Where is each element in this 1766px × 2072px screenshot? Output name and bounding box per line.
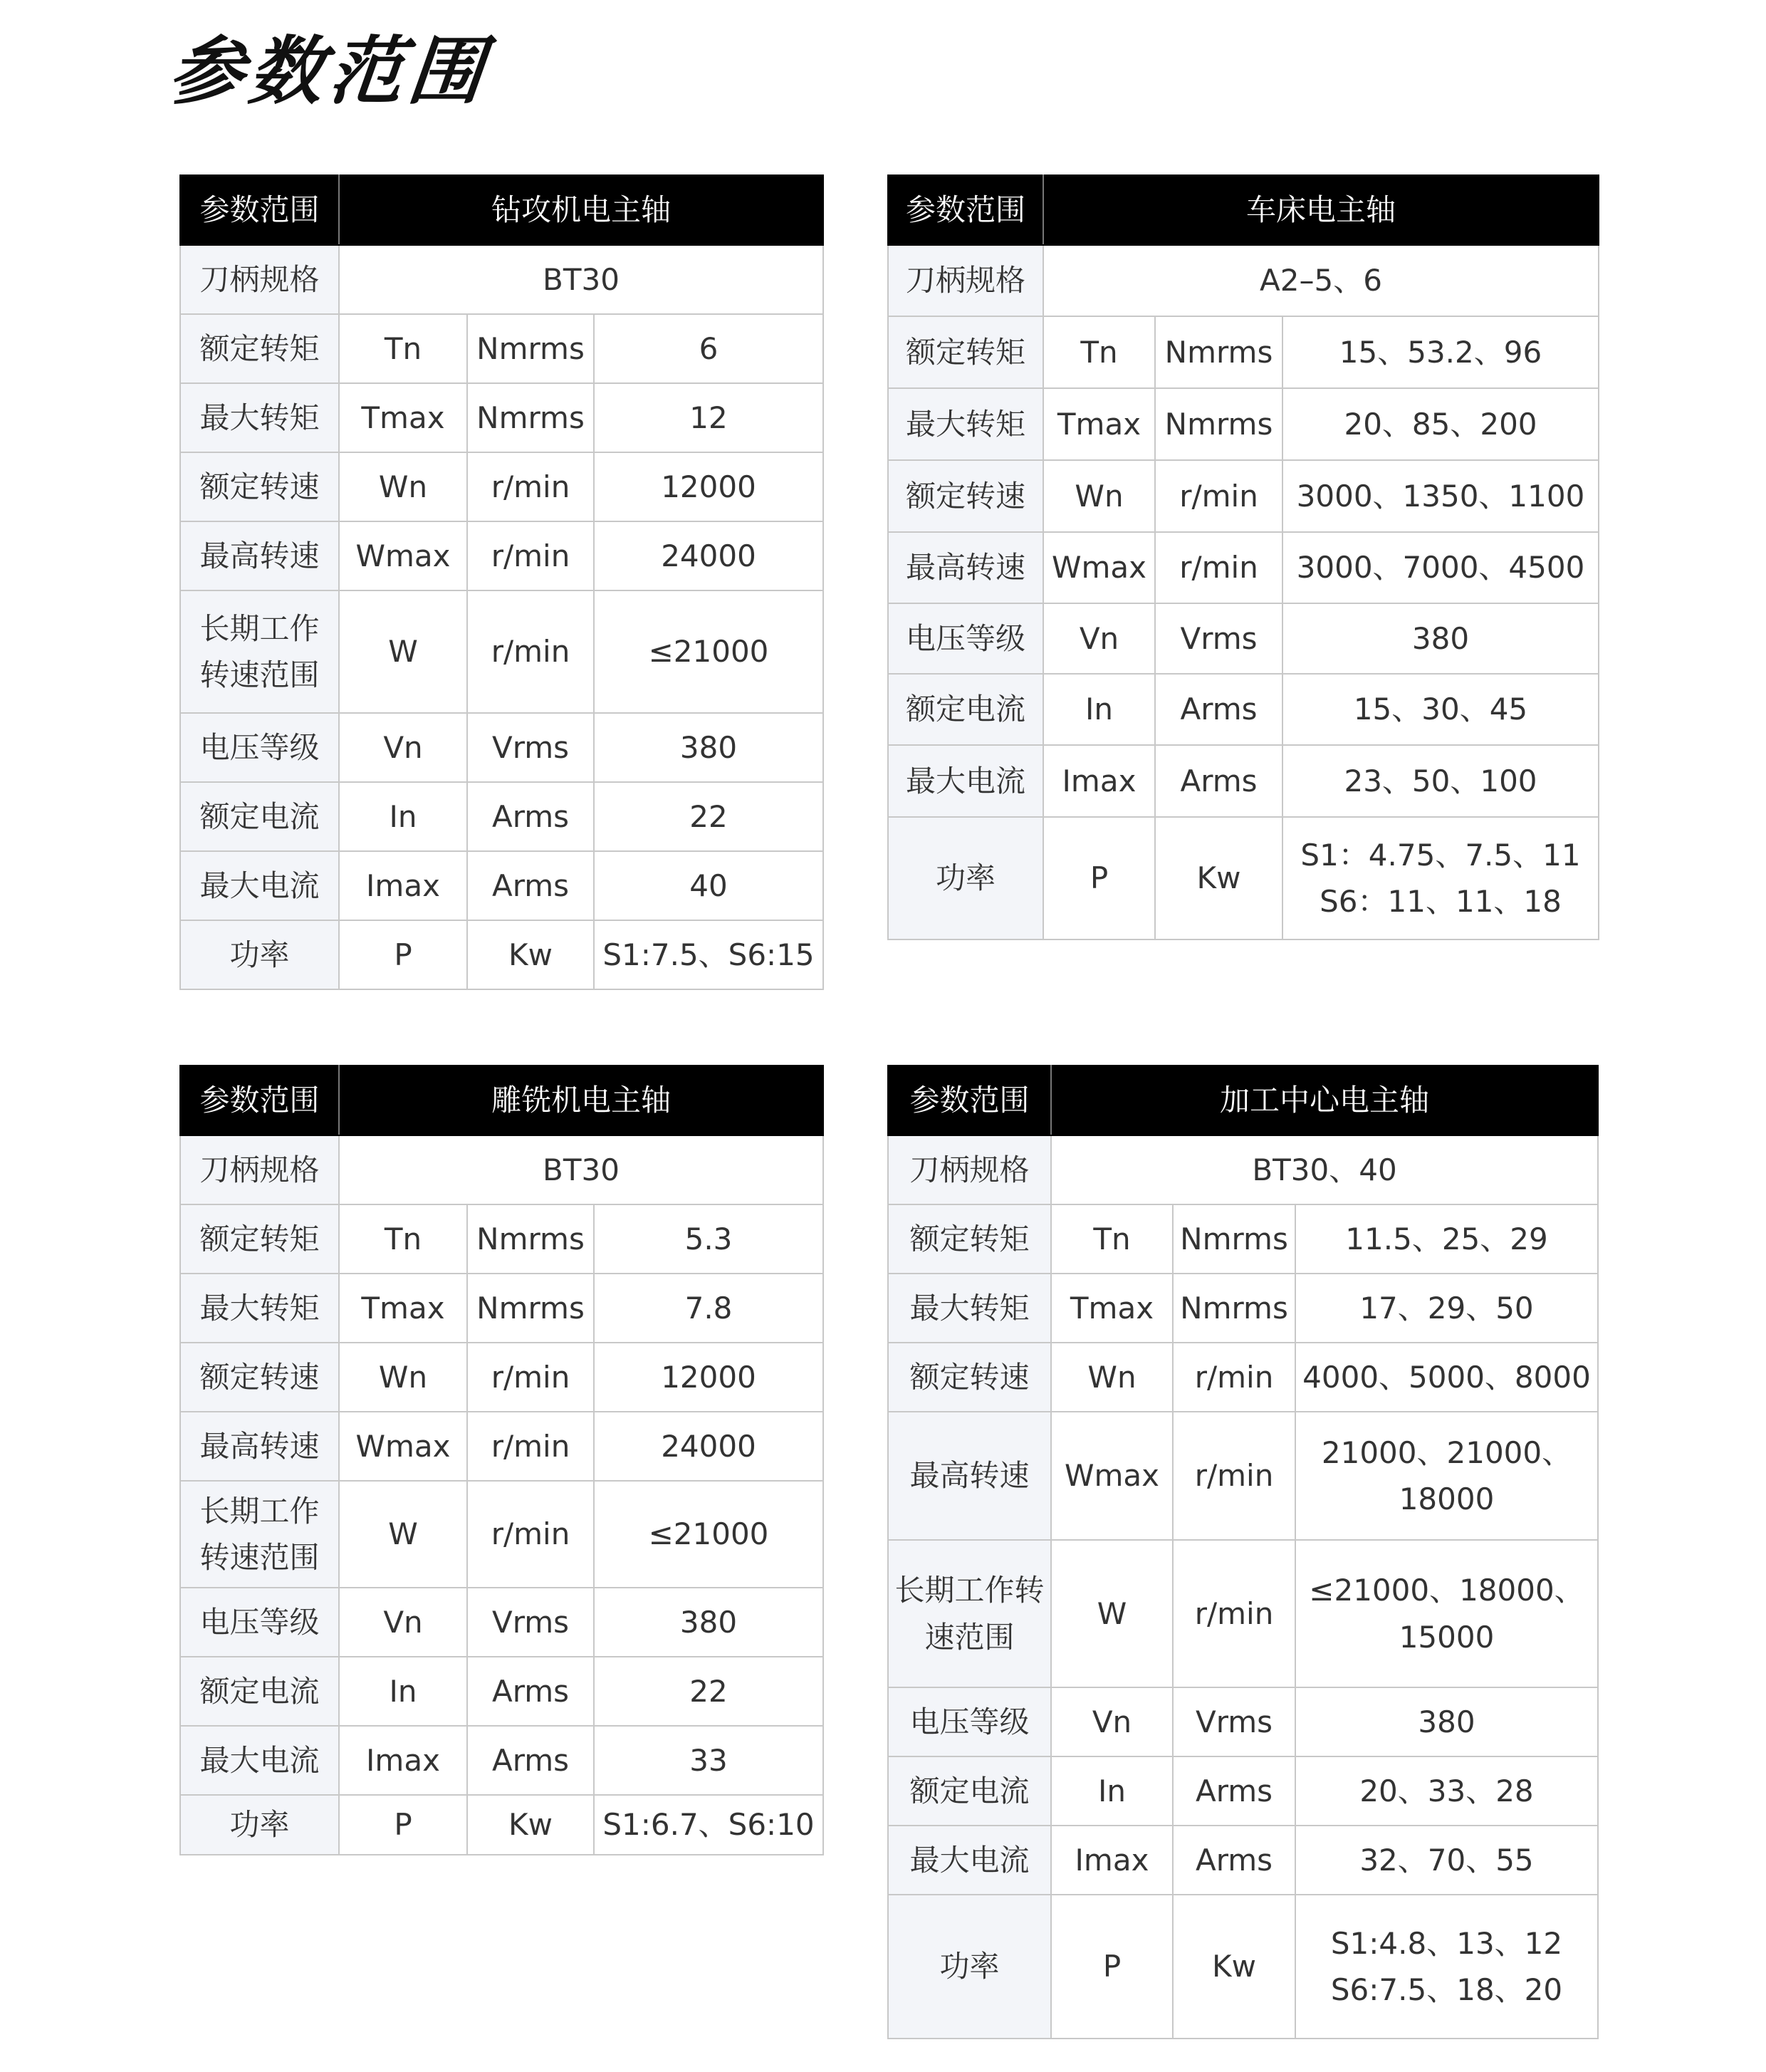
row-value: 12000 [594, 452, 823, 521]
page-title: 参数范围 [164, 28, 493, 115]
row-value: 24000 [594, 521, 823, 590]
row-value: 20、33、28 [1295, 1756, 1598, 1826]
header-label: 参数范围 [888, 175, 1043, 245]
spec-table-drilling-tapping [179, 175, 824, 990]
table-row [180, 1795, 823, 1855]
row-symbol: Tmax [1043, 388, 1155, 460]
header-title: 钻攻机电主轴 [339, 175, 823, 245]
row-label: 功率 [888, 817, 1043, 939]
row-symbol: Wmax [1051, 1412, 1173, 1540]
row-symbol: W [1051, 1540, 1173, 1687]
table-row [888, 674, 1599, 745]
row-symbol: Wmax [1043, 532, 1155, 603]
row-value: 12 [594, 383, 823, 452]
row-unit: Nmrms [1155, 316, 1282, 388]
table-row [888, 1895, 1598, 2039]
spec-table-engraving-milling [179, 1065, 824, 1855]
row-symbol: Vn [339, 1588, 467, 1657]
row-unit: Vrms [467, 713, 594, 782]
row-label: 刀柄规格 [180, 245, 339, 314]
table-row [888, 1687, 1598, 1756]
row-unit: Vrms [467, 1588, 594, 1657]
row-unit: Nmrms [467, 1204, 594, 1274]
row-symbol: Vn [1043, 603, 1155, 674]
row-label-line-1: 长期工作 [199, 1493, 320, 1529]
row-symbol: In [339, 782, 467, 851]
row-label: 额定转矩 [888, 316, 1043, 388]
row-unit: Vrms [1173, 1687, 1295, 1756]
row-unit: r/min [467, 1343, 594, 1412]
row-unit: Nmrms [1173, 1274, 1295, 1343]
row-symbol: Wn [1043, 460, 1155, 532]
table-row [180, 782, 823, 851]
row-label-line-1: 长期工作 [199, 610, 320, 646]
header-label: 参数范围 [180, 1066, 339, 1135]
row-symbol: In [1051, 1756, 1173, 1826]
table-row [888, 1412, 1598, 1540]
row-symbol: P [339, 1795, 467, 1855]
row-unit: r/min [1173, 1540, 1295, 1687]
row-label: 刀柄规格 [180, 1135, 339, 1204]
spec-table-machining-center [887, 1065, 1599, 2039]
row-unit: Kw [467, 920, 594, 989]
row-label: 刀柄规格 [888, 1135, 1051, 1204]
row-label: 最大转矩 [180, 383, 339, 452]
row-symbol: Tmax [339, 383, 467, 452]
table-row [888, 1135, 1598, 1204]
row-symbol: Tn [339, 1204, 467, 1274]
row-unit: Nmrms [1173, 1204, 1295, 1274]
table-row [180, 1135, 823, 1204]
table-row [180, 314, 823, 383]
table-row [180, 590, 823, 713]
table-row [180, 1657, 823, 1726]
row-value: 7.8 [594, 1274, 823, 1343]
row-symbol: In [1043, 674, 1155, 745]
table-row [888, 1343, 1598, 1412]
row-unit: Arms [1173, 1826, 1295, 1895]
row-unit: Kw [467, 1795, 594, 1855]
header-label: 参数范围 [180, 175, 339, 245]
row-value: 380 [594, 1588, 823, 1657]
row-unit: r/min [467, 1481, 594, 1588]
header-label: 参数范围 [888, 1066, 1051, 1135]
row-unit: Nmrms [1155, 388, 1282, 460]
row-label: 电压等级 [888, 603, 1043, 674]
row-symbol: Tn [1043, 316, 1155, 388]
row-label: 最大电流 [180, 1726, 339, 1795]
row-unit: r/min [467, 452, 594, 521]
row-value: 15、30、45 [1282, 674, 1599, 745]
row-unit: Arms [1155, 745, 1282, 817]
row-label: 额定转矩 [888, 1204, 1051, 1274]
row-value-line-1: 21000、21000、 [1321, 1435, 1572, 1470]
table-row [888, 1274, 1598, 1343]
row-symbol: P [1051, 1895, 1173, 2039]
table-row [180, 1204, 823, 1274]
row-label: 最大电流 [888, 745, 1043, 817]
row-label: 最高转速 [180, 521, 339, 590]
row-value: 380 [1295, 1687, 1598, 1756]
row-label-line-2: 速范围 [924, 1619, 1015, 1655]
row-value: ≤21000 [594, 590, 823, 713]
row-label: 额定转速 [888, 1343, 1051, 1412]
row-value: 380 [1282, 603, 1599, 674]
row-unit: r/min [467, 590, 594, 713]
row-value: 12000 [594, 1343, 823, 1412]
table-row [888, 1540, 1598, 1687]
row-label: 额定电流 [180, 782, 339, 851]
row-symbol: P [1043, 817, 1155, 939]
row-symbol: Vn [339, 713, 467, 782]
spec-table-lathe [887, 175, 1599, 940]
row-value [1295, 1895, 1598, 2039]
table-header-row [180, 175, 823, 245]
row-value-line-1: S1:4.8、13、12 [1330, 1925, 1563, 1961]
row-label: 电压等级 [180, 713, 339, 782]
row-label [888, 1540, 1051, 1687]
row-label: 最大电流 [888, 1826, 1051, 1895]
table-row [888, 532, 1599, 603]
row-unit: r/min [1155, 532, 1282, 603]
row-label: 额定电流 [888, 674, 1043, 745]
row-label: 额定电流 [888, 1756, 1051, 1826]
row-value: 24000 [594, 1412, 823, 1481]
table-header-row [180, 1066, 823, 1135]
row-symbol: W [339, 590, 467, 713]
row-symbol: W [339, 1481, 467, 1588]
row-label-line-1: 长期工作转 [894, 1573, 1045, 1608]
row-symbol: Wn [1051, 1343, 1173, 1412]
row-label: 最大电流 [180, 851, 339, 920]
row-symbol: In [339, 1657, 467, 1726]
row-value: 23、50、100 [1282, 745, 1599, 817]
table-row [888, 1204, 1598, 1274]
table-row [180, 851, 823, 920]
table-row [180, 521, 823, 590]
row-unit: Nmrms [467, 1274, 594, 1343]
row-symbol: Imax [339, 1726, 467, 1795]
table-row [888, 1756, 1598, 1826]
row-unit: Nmrms [467, 383, 594, 452]
row-value-line-1: S1：4.75、7.5、11 [1300, 837, 1581, 873]
table-row [180, 245, 823, 314]
row-symbol: Wmax [339, 521, 467, 590]
row-value: BT30 [339, 1135, 823, 1204]
row-unit: Vrms [1155, 603, 1282, 674]
table-header-row [888, 175, 1599, 245]
row-symbol: Wn [339, 452, 467, 521]
table-row [180, 920, 823, 989]
row-symbol: Tmax [339, 1274, 467, 1343]
row-label: 最大转矩 [888, 1274, 1051, 1343]
row-label: 电压等级 [888, 1687, 1051, 1756]
row-value: 11.5、25、29 [1295, 1204, 1598, 1274]
table-row [888, 316, 1599, 388]
row-value [1295, 1412, 1598, 1540]
row-value: S1:6.7、S6:10 [594, 1795, 823, 1855]
row-value-line-1: ≤21000、18000、 [1309, 1573, 1584, 1608]
row-value: 380 [594, 713, 823, 782]
row-symbol: Tn [339, 314, 467, 383]
table-row [180, 383, 823, 452]
row-symbol: Imax [1051, 1826, 1173, 1895]
row-unit: Arms [467, 782, 594, 851]
row-value: 3000、1350、1100 [1282, 460, 1599, 532]
row-value: 20、85、200 [1282, 388, 1599, 460]
row-unit: Kw [1155, 817, 1282, 939]
row-value: 22 [594, 1657, 823, 1726]
row-label-line-2: 转速范围 [199, 657, 320, 692]
table-row [180, 1481, 823, 1588]
table-row [180, 1588, 823, 1657]
row-label: 最大转矩 [180, 1274, 339, 1343]
row-value: ≤21000 [594, 1481, 823, 1588]
header-title: 车床电主轴 [1043, 175, 1599, 245]
row-label: 电压等级 [180, 1588, 339, 1657]
row-value: 32、70、55 [1295, 1826, 1598, 1895]
table-row [888, 745, 1599, 817]
row-value: 33 [594, 1726, 823, 1795]
row-label: 功率 [180, 1795, 339, 1855]
table-row [888, 603, 1599, 674]
table-row [888, 817, 1599, 939]
row-unit: Arms [467, 1657, 594, 1726]
table-row [180, 1412, 823, 1481]
header-title: 加工中心电主轴 [1051, 1066, 1598, 1135]
row-unit: r/min [1173, 1343, 1295, 1412]
header-title: 雕铣机电主轴 [339, 1066, 823, 1135]
row-value: S1:7.5、S6:15 [594, 920, 823, 989]
row-value [1295, 1540, 1598, 1687]
table-header-row [888, 1066, 1598, 1135]
row-value-line-2: S6:7.5、18、20 [1330, 1972, 1563, 2007]
row-unit: Arms [1173, 1756, 1295, 1826]
row-symbol: Tmax [1051, 1274, 1173, 1343]
row-value [1282, 817, 1599, 939]
table-row [180, 1726, 823, 1795]
row-unit: Arms [1155, 674, 1282, 745]
row-value: 5.3 [594, 1204, 823, 1274]
table-row [180, 1343, 823, 1412]
row-unit: r/min [467, 1412, 594, 1481]
row-label: 最高转速 [888, 532, 1043, 603]
row-symbol: Wn [339, 1343, 467, 1412]
row-value: 3000、7000、4500 [1282, 532, 1599, 603]
row-value-line-2: 18000 [1399, 1482, 1495, 1516]
row-unit: r/min [467, 521, 594, 590]
row-value-line-2: S6：11、11、18 [1320, 884, 1562, 919]
row-unit: r/min [1173, 1412, 1295, 1540]
row-symbol: Wmax [339, 1412, 467, 1481]
table-row [180, 452, 823, 521]
row-label [180, 1481, 339, 1588]
row-value: A2–5、6 [1043, 245, 1599, 316]
row-unit: r/min [1155, 460, 1282, 532]
row-label: 额定转速 [180, 1343, 339, 1412]
table-row [888, 245, 1599, 316]
row-label: 功率 [888, 1895, 1051, 2039]
row-unit: Arms [467, 1726, 594, 1795]
row-symbol: Imax [339, 851, 467, 920]
row-value: BT30 [339, 245, 823, 314]
row-value: 17、29、50 [1295, 1274, 1598, 1343]
row-label: 额定转速 [888, 460, 1043, 532]
row-value: 4000、5000、8000 [1295, 1343, 1598, 1412]
row-label: 最高转速 [888, 1412, 1051, 1540]
row-label: 最高转速 [180, 1412, 339, 1481]
row-label-line-2: 转速范围 [199, 1540, 320, 1575]
table-row [180, 1274, 823, 1343]
row-unit: Kw [1173, 1895, 1295, 2039]
row-symbol: Vn [1051, 1687, 1173, 1756]
row-label: 额定电流 [180, 1657, 339, 1726]
row-value: 15、53.2、96 [1282, 316, 1599, 388]
row-value: 22 [594, 782, 823, 851]
row-symbol: Imax [1043, 745, 1155, 817]
row-label: 额定转矩 [180, 314, 339, 383]
row-unit: Nmrms [467, 314, 594, 383]
table-row [888, 1826, 1598, 1895]
row-label: 刀柄规格 [888, 245, 1043, 316]
row-symbol: Tn [1051, 1204, 1173, 1274]
row-label: 最大转矩 [888, 388, 1043, 460]
table-row [888, 388, 1599, 460]
row-value: 6 [594, 314, 823, 383]
row-symbol: P [339, 920, 467, 989]
table-row [180, 713, 823, 782]
row-label: 额定转速 [180, 452, 339, 521]
row-unit: Arms [467, 851, 594, 920]
row-value-line-2: 15000 [1399, 1619, 1495, 1655]
table-row [888, 460, 1599, 532]
row-value: BT30、40 [1051, 1135, 1598, 1204]
row-value: 40 [594, 851, 823, 920]
row-label: 功率 [180, 920, 339, 989]
row-label [180, 590, 339, 713]
row-label: 额定转矩 [180, 1204, 339, 1274]
